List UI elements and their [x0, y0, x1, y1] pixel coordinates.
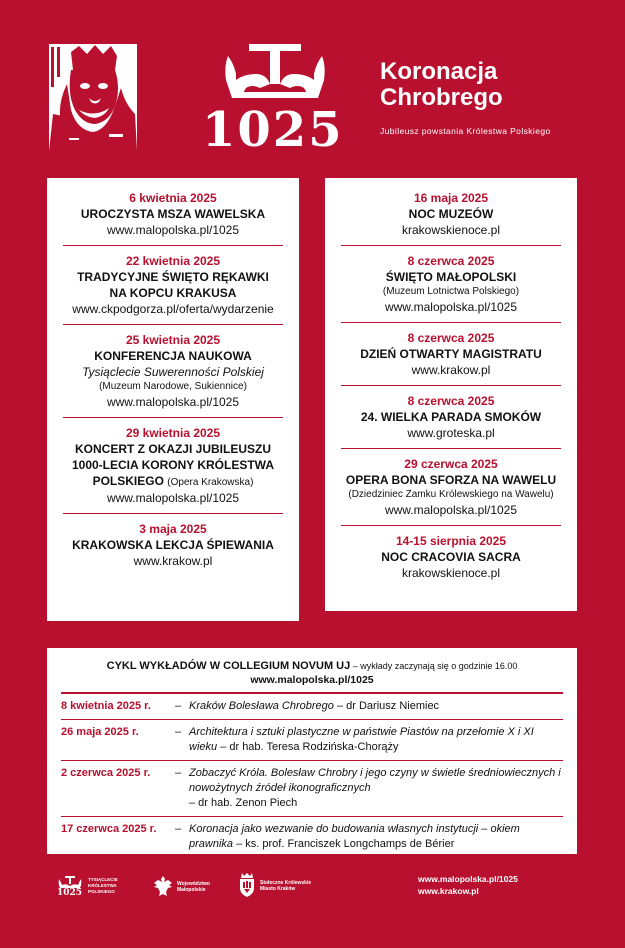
- event-item: [325, 191, 577, 245]
- event-title: KONCERT Z OKAZJI JUBILEUSZU: [74, 442, 271, 456]
- event-venue: (Dziedziniec Zamku Królewskiego na Wawelu): [348, 489, 554, 500]
- lecture-date: 17 czerwca 2025 r.: [61, 823, 157, 835]
- event-title: DZIEŃ OTWARTY MAGISTRATU: [360, 347, 542, 361]
- event-date: 14-15 sierpnia 2025: [395, 534, 507, 548]
- event-date: 8 czerwca 2025: [407, 254, 495, 268]
- lecture-title: Zobaczyć Króla. Bolesław Chrobry i jego czyny w świetle średniowiecznych i nowożytnych źródeł ikonograficznych: [189, 767, 561, 794]
- event-date: 6 kwietnia 2025: [129, 191, 217, 205]
- event-link[interactable]: www.ckpodgorza.pl/oferta/wydarzenie: [72, 302, 274, 316]
- lectures-link[interactable]: www.malopolska.pl/1025: [250, 674, 374, 686]
- lecture-speaker: – dr hab. Teresa Rodzińska-Chorąży: [217, 741, 399, 753]
- event-link[interactable]: www.malopolska.pl/1025: [384, 503, 518, 517]
- event-venue: (Opera Krakowska): [167, 477, 254, 488]
- event-link[interactable]: www.groteska.pl: [407, 426, 495, 440]
- lecture-row: [61, 761, 563, 817]
- event-item: [63, 245, 283, 324]
- malopolska-footer-logo: [152, 874, 222, 898]
- event-link[interactable]: www.malopolska.pl/1025: [384, 300, 518, 314]
- event-link[interactable]: www.malopolska.pl/1025: [106, 491, 240, 505]
- lecture-title: Architektura i sztuki plastyczne w państwie Piastów na przełomie X i XI wieku: [189, 726, 534, 753]
- footer-logo-text: [177, 881, 210, 893]
- lecture-title: Koronacja jako wezwanie do budowania własnych instytucji – okiem prawnika: [189, 823, 520, 850]
- jubilee-footer-logo: [56, 876, 136, 898]
- lecture-text: [189, 725, 563, 755]
- footer-link-malopolska[interactable]: www.malopolska.pl/1025: [418, 874, 518, 884]
- event-title: 24. WIELKA PARADA SMOKÓW: [360, 410, 542, 424]
- lecture-row: [61, 694, 563, 720]
- krakow-crest-icon: [238, 872, 256, 898]
- krakow-footer-logo: [238, 872, 338, 898]
- event-link[interactable]: www.krakow.pl: [411, 363, 491, 377]
- event-title: KONFERENCJA NAUKOWA: [94, 349, 252, 363]
- lectures-title: CYKL WYKŁADÓW W COLLEGIUM NOVUM UJ: [106, 660, 351, 672]
- king-portrait: [49, 44, 137, 151]
- event-venue: (Muzeum Narodowe, Sukiennice): [99, 381, 247, 392]
- event-date: 16 maja 2025: [413, 191, 489, 205]
- lecture-dash: –: [175, 726, 182, 738]
- lectures-note: – wykłady zaczynają się o godzinie 16.00: [350, 661, 518, 671]
- jubilee-year: 1025: [202, 102, 344, 158]
- lecture-dash: –: [175, 823, 182, 835]
- lecture-speaker: – ks. prof. Franciszek Longchamps de Bérier: [233, 838, 455, 850]
- eagle-icon: [152, 874, 174, 898]
- events-left-panel: [47, 178, 299, 621]
- event-date: 29 kwietnia 2025: [125, 426, 221, 440]
- event-title: NOC CRACOVIA SACRA: [381, 550, 521, 564]
- king-portrait-illustration: [49, 44, 137, 151]
- event-link[interactable]: krakowskienoce.pl: [401, 566, 501, 580]
- footer-logo-line: TYSIĄCLECIE: [88, 877, 118, 882]
- brand-title-line1: Koronacja: [380, 58, 498, 85]
- footer-logo-line: KRÓLESTWA: [88, 883, 117, 888]
- event-date: 8 czerwca 2025: [407, 394, 495, 408]
- event-title: KRAKOWSKA LEKCJA ŚPIEWANIA: [72, 538, 274, 552]
- event-title-line2: NA KOPCU KRAKUSA: [109, 286, 237, 300]
- event-date: 3 maja 2025: [139, 522, 207, 536]
- event-item: [63, 417, 283, 513]
- lecture-speaker: – dr Dariusz Niemiec: [333, 700, 440, 712]
- footer-logo-line: Stołeczne Królewskie: [260, 880, 312, 886]
- lecture-row: [61, 720, 563, 761]
- event-link[interactable]: www.krakow.pl: [133, 554, 213, 568]
- lecture-speaker: – dr hab. Zenon Piech: [189, 797, 298, 809]
- lecture-text: [189, 766, 563, 811]
- lecture-row: [61, 817, 563, 857]
- event-date: 22 kwietnia 2025: [125, 254, 221, 268]
- event-item: [341, 245, 561, 322]
- lectures-panel: [47, 648, 577, 854]
- event-item: [341, 448, 561, 525]
- footer-logo-text: [88, 877, 118, 895]
- event-title: OPERA BONA SFORZA NA WAWELU: [345, 473, 557, 487]
- event-title: ŚWIĘTO MAŁOPOLSKI: [385, 270, 517, 284]
- event-title-line3: [63, 473, 283, 490]
- lecture-date: 2 czerwca 2025 r.: [61, 767, 151, 779]
- event-link[interactable]: www.malopolska.pl/1025: [106, 223, 240, 237]
- event-link[interactable]: www.malopolska.pl/1025: [106, 395, 240, 409]
- lecture-date: 8 kwietnia 2025 r.: [61, 700, 151, 712]
- lecture-text: [189, 699, 439, 714]
- event-title: TRADYCYJNE ŚWIĘTO RĘKAWKI: [77, 270, 269, 284]
- event-title-line2: 1000-LECIA KORONY KRÓLESTWA: [71, 458, 275, 472]
- event-date: 25 kwietnia 2025: [125, 333, 221, 347]
- event-item: [341, 322, 561, 385]
- footer-logo-line: Miasto Kraków: [260, 886, 296, 892]
- event-item: [63, 513, 283, 576]
- brand-title-line2: Chrobrego: [380, 84, 503, 111]
- lecture-dash: –: [175, 700, 182, 712]
- event-venue: (Muzeum Lotnictwa Polskiego): [382, 286, 520, 297]
- footer-logo-line: POLSKIEGO: [88, 889, 115, 894]
- brand-title: [380, 59, 503, 111]
- event-title: NOC MUZEÓW: [408, 207, 494, 221]
- lecture-date: 26 maja 2025 r.: [61, 726, 139, 738]
- lecture-dash: –: [175, 767, 182, 779]
- event-link[interactable]: krakowskienoce.pl: [401, 223, 501, 237]
- lecture-text: [189, 822, 563, 852]
- lectures-heading: [47, 648, 577, 687]
- event-date: 29 czerwca 2025: [404, 457, 498, 471]
- footer-logo-line: Województwo: [177, 881, 210, 887]
- events-right-panel: [325, 178, 577, 611]
- event-item: [341, 385, 561, 448]
- event-date: 8 czerwca 2025: [407, 331, 495, 345]
- brand-tagline: Jubileusz powstania Królestwa Polskiego: [380, 126, 551, 136]
- event-subtitle: Tysiąclecie Suwerenności Polskiej: [82, 365, 264, 379]
- event-item: [341, 525, 561, 588]
- event-title: UROCZYSTA MSZA WAWELSKA: [80, 207, 266, 221]
- event-item: [47, 191, 299, 245]
- footer-year: 1025: [57, 888, 83, 898]
- footer-link-krakow[interactable]: www.krakow.pl: [418, 886, 479, 896]
- footer-logo-text: [260, 880, 311, 892]
- crown-icon: [200, 44, 350, 104]
- lecture-title: Kraków Bolesława Chrobrego: [189, 700, 334, 712]
- event-item: [63, 324, 283, 417]
- event-title-word: POLSKIEGO: [92, 474, 164, 488]
- footer-logo-line: Małopolskie: [177, 887, 206, 893]
